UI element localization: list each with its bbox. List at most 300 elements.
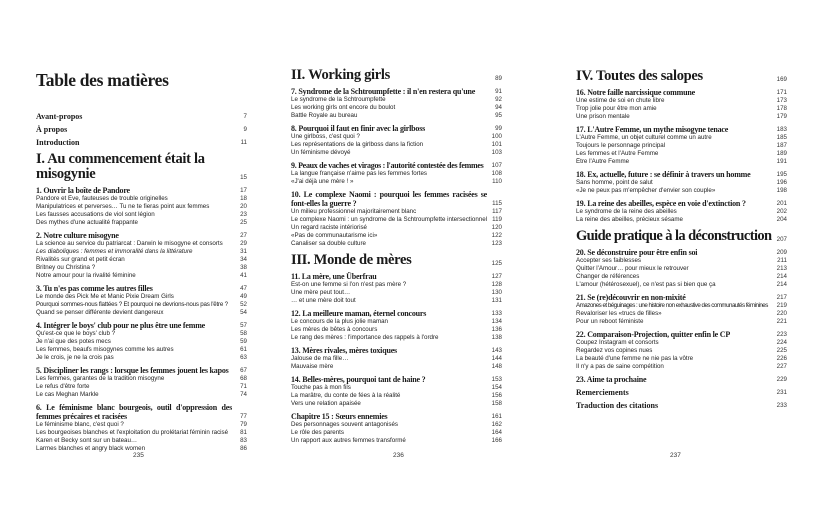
entry-page-number: 9	[243, 126, 247, 133]
toc-section-entry[interactable]	[36, 421, 247, 429]
entry-title: Le syndrome de la Schtroumpfette	[291, 96, 386, 103]
entry-title: … et une mère doit tout	[291, 297, 356, 304]
entry-page-number: 128	[491, 281, 502, 288]
entry-page-number: 227	[776, 363, 787, 370]
entry-title: 12. La meilleure maman, éternel concours	[291, 309, 427, 318]
entry-title: Larmes blanches et angry black women	[36, 445, 146, 452]
entry-title: 20. Se déconstruire pour être enfin soi	[576, 248, 698, 257]
entry-title: Les working girls ont encore du boulot	[291, 104, 396, 111]
entry-title: Le refus d'être forte	[36, 383, 90, 390]
entry-title: Changer de références	[576, 273, 640, 280]
toc-section-entry[interactable]	[291, 421, 502, 429]
entry-title: Des mythes d'une actualité frappante	[36, 219, 138, 226]
entry-title: 19. La reine des abeilles, espèce en voie d'extinction ?	[576, 199, 746, 208]
entry-page-number: 68	[240, 375, 247, 382]
entry-page-number: 195	[776, 171, 787, 178]
entry-title: Un regard raciste intériorisé	[291, 224, 367, 231]
entry-title: Chapitre 15 : Sœurs ennemies	[291, 412, 388, 421]
entry-title: Le féminisme blanc, c'est quoi ?	[36, 421, 124, 428]
toc-section-entry[interactable]	[576, 150, 787, 158]
entry-title: Guide pratique à la déconstruction	[576, 229, 772, 244]
toc-section-entry[interactable]	[36, 338, 247, 346]
entry-page-number: 49	[240, 293, 247, 300]
entry-title: 21. Se (re)découvrir en non-mixité	[576, 293, 686, 302]
entry-title: 5. Discipliner les rangs : lorsque les femmes jouent les kapos	[36, 366, 229, 375]
toc-part-heading[interactable]	[291, 68, 502, 83]
entry-title: Notre amour pour la rivalité féminine	[36, 272, 136, 279]
entry-page-number: 71	[240, 383, 247, 390]
entry-title: La science au service du patriarcat : Darwin le misogyne et consorts	[36, 240, 223, 247]
toc-chapter-heading[interactable]	[36, 284, 247, 293]
entry-page-number: 224	[776, 339, 787, 346]
entry-title: À propos	[36, 125, 68, 134]
toc-section-entry[interactable]	[576, 142, 787, 150]
entry-title: Un féminisme dévoyé	[291, 149, 351, 156]
entry-page-number: 148	[491, 363, 502, 370]
toc-section-entry[interactable]	[36, 240, 247, 248]
toc-section-entry[interactable]	[576, 187, 787, 195]
entry-page-number: 47	[240, 285, 247, 292]
page-number-middle: 236	[393, 452, 404, 459]
toc-chapter-heading[interactable]	[291, 412, 502, 421]
toc-part-heading[interactable]	[576, 69, 787, 84]
entry-title: Est-on une femme si l'on n'est pas mère ?	[291, 281, 407, 288]
entry-title: Le syndrome de la reine des abeilles	[576, 208, 677, 215]
toc-part-heading[interactable]	[291, 253, 502, 268]
entry-page-number: 214	[776, 281, 787, 288]
entry-page-number: 226	[776, 355, 787, 362]
toc-section-entry[interactable]	[36, 256, 247, 264]
toc-section-entry[interactable]	[291, 208, 502, 216]
toc-section-entry[interactable]	[291, 96, 502, 104]
entry-page-number: 185	[776, 134, 787, 141]
toc-section-entry[interactable]	[576, 208, 787, 216]
toc-section-entry[interactable]	[291, 240, 502, 248]
toc-chapter-heading[interactable]	[576, 375, 787, 384]
entry-page-number: 11	[240, 139, 247, 146]
entry-page-number: 20	[240, 203, 247, 210]
entry-title: II. Working girls	[291, 68, 390, 83]
toc-section-entry[interactable]	[36, 375, 247, 383]
entry-title: Touche pas à mon fils	[291, 384, 351, 391]
entry-page-number: 219	[776, 302, 787, 309]
entry-page-number: 171	[776, 89, 787, 96]
toc-section-entry[interactable]	[36, 264, 247, 272]
toc-section-entry[interactable]	[291, 232, 502, 240]
entry-page-number: 154	[491, 384, 502, 391]
toc-section-entry[interactable]	[576, 355, 787, 363]
toc-section-entry[interactable]	[576, 158, 787, 166]
entry-title: Une estime de soi en chute libre	[576, 97, 665, 104]
entry-page-number: 120	[491, 224, 502, 231]
entry-page-number: 191	[776, 158, 787, 165]
entry-page-number: 161	[491, 413, 502, 420]
entry-title: «Je ne peux pas m'empêcher d'envier son couple»	[576, 187, 716, 194]
entry-title: 7. Syndrome de la Schtroumpfette : il n'en restera qu'une	[291, 87, 476, 96]
entry-page-number: 95	[495, 112, 502, 119]
entry-page-number: 131	[491, 297, 502, 304]
entry-page-number: 29	[240, 240, 247, 247]
entry-title: Vers une relation apaisée	[291, 400, 361, 407]
entry-title: Des personnages souvent antagonisés	[291, 421, 398, 428]
toc-chapter-heading[interactable]	[576, 170, 787, 179]
toc-section-entry[interactable]	[576, 216, 787, 224]
entry-page-number: 25	[240, 219, 247, 226]
toc-front-entry[interactable]	[576, 401, 787, 410]
entry-page-number: 213	[776, 265, 787, 272]
entry-title: 2. Notre culture misogyne	[36, 231, 119, 240]
entry-page-number: 162	[491, 421, 502, 428]
entry-page-number: 225	[776, 347, 787, 354]
entry-page-number: 144	[491, 355, 502, 362]
toc-section-entry[interactable]	[576, 105, 787, 113]
entry-title: 13. Mères rivales, mères toxiques	[291, 346, 397, 355]
toc-section-entry[interactable]	[36, 437, 247, 445]
entry-title: Les diaboliques : femmes et immoralité dans la littérature	[36, 248, 193, 255]
toc-section-entry[interactable]	[291, 326, 502, 334]
toc-section-entry[interactable]	[36, 346, 247, 354]
toc-section-entry[interactable]	[36, 219, 247, 227]
entry-page-number: 108	[491, 170, 502, 177]
entry-title: Les femmes, beaufs misogynes comme les autres	[36, 346, 174, 353]
entry-title: 11. La mère, une Überfrau	[291, 272, 377, 281]
toc-front-entry[interactable]	[36, 112, 247, 121]
entry-title: Revaloriser les «trucs de filles»	[576, 310, 662, 317]
toc-section-entry[interactable]	[36, 301, 247, 309]
entry-page-number: 91	[495, 88, 502, 95]
entry-title: 23. Aime ta prochaine	[576, 375, 647, 384]
toc-page-right	[576, 69, 787, 410]
entry-page-number: 207	[776, 236, 787, 243]
entry-page-number: 166	[491, 437, 502, 444]
toc-section-entry[interactable]	[291, 392, 502, 400]
entry-title: Les bourgeoises blanches et l'exploitation du prolétariat féminin racisé	[36, 429, 229, 436]
toc-chapter-heading[interactable]	[291, 124, 502, 133]
toc-chapter-heading[interactable]	[291, 190, 502, 208]
entry-title: Les représentations de la girlboss dans la fiction	[291, 141, 424, 148]
toc-section-entry[interactable]	[291, 149, 502, 157]
entry-title: Le cas Meghan Markle	[36, 391, 99, 398]
entry-page-number: 107	[491, 162, 502, 169]
entry-title: Regardez vos copines nues	[576, 347, 653, 354]
entry-page-number: 99	[495, 125, 502, 132]
entry-title: Le complexe Naomi : un syndrome de la Schtroumpfette intersectionnel	[291, 216, 487, 223]
entry-title: Toujours le personnage principal	[576, 142, 666, 149]
toc-section-entry[interactable]	[36, 195, 247, 203]
entry-page-number: 211	[777, 257, 787, 264]
toc-section-entry[interactable]	[291, 384, 502, 392]
toc-section-entry[interactable]	[576, 302, 787, 310]
page-number-right: 237	[670, 452, 681, 459]
entry-page-number: 59	[240, 338, 247, 345]
entry-page-number: 169	[776, 76, 787, 83]
toc-section-entry[interactable]	[576, 347, 787, 355]
entry-title: Rivalités sur grand et petit écran	[36, 256, 125, 263]
entry-title: 17. L'Autre Femme, un mythe misogyne tenace	[576, 125, 729, 134]
entry-page-number: 7	[243, 113, 247, 120]
toc-section-entry[interactable]	[36, 272, 247, 280]
toc-section-entry[interactable]	[291, 133, 502, 141]
entry-title: 4. Intégrer le boys' club pour ne plus être une femme	[36, 321, 206, 330]
entry-title: Pourquoi sommes-nous flattées ? Et pourquoi ne devrions-nous pas l'être ?	[36, 301, 228, 308]
entry-page-number: 156	[491, 392, 502, 399]
toc-section-entry[interactable]	[291, 141, 502, 149]
entry-page-number: 117	[492, 208, 502, 215]
entry-page-number: 220	[776, 310, 787, 317]
entry-page-number: 74	[240, 391, 247, 398]
entry-page-number: 94	[495, 104, 502, 111]
entry-page-number: 136	[491, 326, 502, 333]
entry-title: Un milieu professionnel majoritairement blanc	[291, 208, 417, 215]
toc-chapter-heading[interactable]	[36, 366, 247, 375]
entry-page-number: 110	[492, 178, 502, 185]
toc-front-entry[interactable]	[36, 125, 247, 134]
entry-page-number: 204	[776, 216, 787, 223]
entry-title: Sans homme, point de salut	[576, 179, 653, 186]
entry-page-number: 123	[491, 240, 502, 247]
toc-section-entry[interactable]	[36, 429, 247, 437]
toc-chapter-heading[interactable]	[576, 88, 787, 97]
entry-page-number: 125	[491, 260, 502, 267]
toc-section-entry[interactable]	[576, 310, 787, 318]
toc-part-heading[interactable]	[36, 152, 247, 182]
entry-page-number: 183	[776, 126, 787, 133]
toc-front-entry[interactable]	[36, 138, 247, 147]
entry-page-number: 202	[776, 208, 787, 215]
toc-section-entry[interactable]	[576, 97, 787, 105]
toc-section-entry[interactable]	[291, 224, 502, 232]
entry-title: Je le crois, je ne la crois pas	[36, 354, 114, 361]
toc-section-entry[interactable]	[291, 437, 502, 445]
toc-section-entry[interactable]	[576, 179, 787, 187]
entry-page-number: 57	[240, 322, 247, 329]
toc-section-entry[interactable]	[291, 429, 502, 437]
entry-page-number: 17	[240, 187, 247, 194]
entry-page-number: 58	[240, 330, 247, 337]
entry-title: Le concours de la plus jolie maman	[291, 318, 388, 325]
entry-title: Il n'y a pas de saine compétition	[576, 363, 664, 370]
entry-page-number: 198	[776, 187, 787, 194]
toc-section-entry[interactable]	[576, 134, 787, 142]
page-number-left: 235	[133, 452, 144, 459]
entry-page-number: 143	[491, 347, 502, 354]
toc-chapter-heading[interactable]	[291, 309, 502, 318]
entry-page-number: 23	[240, 211, 247, 218]
entry-title: Le rang des mères : l'importance des rappels à l'ordre	[291, 334, 439, 341]
toc-section-entry[interactable]	[576, 281, 787, 289]
entry-page-number: 153	[491, 376, 502, 383]
entry-title: Être l'Autre Femme	[576, 158, 630, 165]
toc-section-entry[interactable]	[291, 104, 502, 112]
entry-page-number: 61	[240, 346, 247, 353]
toc-section-entry[interactable]	[291, 112, 502, 120]
toc-section-entry[interactable]	[36, 309, 247, 317]
entry-title: Karen et Becky sont sur un bateau…	[36, 437, 138, 444]
entry-title: Un rapport aux autres femmes transformé	[291, 437, 406, 444]
entry-title: 1. Ouvrir la boîte de Pandore	[36, 186, 130, 195]
toc-section-entry[interactable]	[576, 257, 787, 265]
entry-page-number: 134	[491, 318, 502, 325]
entry-page-number: 122	[491, 232, 502, 239]
toc-chapter-heading[interactable]	[36, 231, 247, 240]
entry-title: L'amour (hétérosexuel), ce n'est pas si bien que ça	[576, 281, 716, 288]
entry-title: Avant-propos	[36, 112, 83, 121]
entry-page-number: 115	[492, 200, 502, 207]
entry-title: La reine des abeilles, précieux sésame	[576, 216, 683, 223]
entry-page-number: 187	[776, 142, 787, 149]
entry-title: «Pas de communautarisme ici»	[291, 232, 378, 239]
entry-page-number: 81	[240, 429, 247, 436]
entry-page-number: 31	[240, 248, 247, 255]
toc-section-entry[interactable]	[291, 400, 502, 408]
toc-section-entry[interactable]	[576, 265, 787, 273]
entry-title: Introduction	[36, 138, 80, 147]
entry-page-number: 18	[240, 195, 247, 202]
entry-page-number: 189	[776, 150, 787, 157]
toc-section-entry[interactable]	[291, 318, 502, 326]
entry-page-number: 101	[491, 141, 502, 148]
toc-chapter-heading[interactable]	[36, 186, 247, 195]
toc-section-entry[interactable]	[36, 391, 247, 399]
entry-page-number: 92	[495, 96, 502, 103]
toc-chapter-heading[interactable]	[291, 87, 502, 96]
entry-title: Les fausses accusations de viol sont légion	[36, 211, 155, 218]
entry-title: Le rôle des parents	[291, 429, 344, 436]
entry-page-number: 173	[776, 97, 787, 104]
entry-title: Quitter l'Amour… pour mieux le retrouver	[576, 265, 689, 272]
entry-title: La beauté d'une femme ne nie pas la vôtre	[576, 355, 694, 362]
entry-page-number: 67	[240, 367, 247, 374]
toc-section-entry[interactable]	[36, 248, 247, 256]
entry-title: 8. Pourquoi il faut en finir avec la girlboss	[291, 124, 426, 133]
entry-title: Les femmes et l'Autre Femme	[576, 150, 659, 157]
entry-page-number: 229	[776, 376, 787, 383]
entry-title: Qu'est-ce que le boys' club ?	[36, 330, 116, 337]
entry-title: III. Monde de mères	[291, 253, 412, 268]
toc-chapter-heading[interactable]	[576, 330, 787, 339]
toc-section-entry[interactable]	[576, 273, 787, 281]
toc-section-entry[interactable]	[576, 113, 787, 121]
entry-page-number: 221	[776, 318, 787, 325]
entry-page-number: 100	[491, 133, 502, 140]
entry-title: I. Au commencement était la misogynie	[36, 151, 205, 182]
entry-title: Je n'ai que des potes mecs	[36, 338, 111, 345]
entry-page-number: 214	[776, 273, 787, 280]
entry-page-number: 217	[776, 294, 787, 301]
toc-section-entry[interactable]	[36, 330, 247, 338]
entry-title: Battle Royale au bureau	[291, 112, 358, 119]
toc-section-entry[interactable]	[576, 318, 787, 326]
entry-title: Accepter ses faiblesses	[576, 257, 641, 264]
entry-title: Quand se penser différente devient dangereux	[36, 309, 164, 316]
toc-title: Table des matières	[36, 70, 169, 90]
entry-page-number: 178	[776, 105, 787, 112]
entry-title: La marâtre, du conte de fées à la réalité	[291, 392, 401, 399]
entry-title: L'Autre Femme, un objet culturel comme un autre	[576, 134, 712, 141]
entry-title: Le monde des Pick Me et Manic Pixie Dream Girls	[36, 293, 174, 300]
entry-page-number: 15	[240, 174, 247, 181]
toc-section-entry[interactable]	[36, 203, 247, 211]
toc-section-entry[interactable]	[291, 281, 502, 289]
entry-page-number: 130	[491, 289, 502, 296]
toc-section-entry[interactable]	[291, 355, 502, 363]
toc-section-entry[interactable]	[291, 334, 502, 342]
entry-title: 16. Notre faille narcissique commune	[576, 88, 695, 97]
entry-title: Une mère peut tout…	[291, 289, 351, 296]
toc-part-heading[interactable]	[576, 229, 787, 244]
entry-title: Remerciements	[576, 388, 629, 397]
toc-front-entry[interactable]	[576, 388, 787, 397]
toc-section-entry[interactable]	[291, 289, 502, 297]
entry-title: Pour un reboot féministe	[576, 318, 644, 325]
entry-page-number: 103	[491, 149, 502, 156]
toc-page-left	[36, 70, 247, 453]
entry-page-number: 52	[240, 301, 247, 308]
entry-page-number: 77	[240, 413, 247, 420]
toc-section-entry[interactable]	[36, 354, 247, 362]
toc-section-entry[interactable]	[36, 383, 247, 391]
toc-chapter-heading[interactable]	[291, 346, 502, 355]
toc-section-entry[interactable]	[291, 297, 502, 305]
entry-title: Britney ou Christina ?	[36, 264, 96, 271]
entry-title: Manipulatrices et perverses… Tu ne te fieras point aux femmes	[36, 203, 210, 210]
entry-page-number: 196	[776, 179, 787, 186]
entry-page-number: 119	[492, 216, 502, 223]
toc-chapter-heading[interactable]	[36, 321, 247, 330]
entry-page-number: 127	[491, 273, 502, 280]
entry-title: 6. Le féminisme blanc bourgeois, outil d'oppression des femmes précaires et racisées	[36, 403, 232, 421]
entry-title: Les femmes, garantes de la tradition misogyne	[36, 375, 165, 382]
entry-page-number: 223	[776, 331, 787, 338]
entry-title: 9. Peaux de vaches et viragos : l'autorité contestée des femmes	[291, 161, 484, 170]
toc-chapter-heading[interactable]	[576, 199, 787, 208]
toc-section-entry[interactable]	[291, 363, 502, 371]
toc-section-entry[interactable]	[36, 211, 247, 219]
entry-title: 3. Tu n'es pas comme les autres filles	[36, 284, 153, 293]
entry-title: Pandore et Ève, fauteuses de trouble originelles	[36, 195, 168, 202]
toc-chapter-heading[interactable]	[576, 248, 787, 257]
entry-title: «J'ai déjà une mère ! »	[291, 178, 354, 185]
toc-chapter-heading[interactable]	[576, 125, 787, 134]
entry-title: La langue française n'aime pas les femmes fortes	[291, 170, 428, 177]
entry-page-number: 89	[495, 75, 502, 82]
entry-page-number: 201	[776, 200, 787, 207]
toc-chapter-heading[interactable]	[576, 293, 787, 302]
entry-title: Amazones et béguinages : une histoire non exhaustive des communautés féminines	[576, 302, 768, 309]
toc-chapter-heading[interactable]	[291, 375, 502, 384]
entry-page-number: 164	[491, 429, 502, 436]
toc-section-entry[interactable]	[576, 363, 787, 371]
entry-title: Mauvaise mère	[291, 363, 334, 370]
entry-title: IV. Toutes des salopes	[576, 69, 703, 84]
toc-section-entry[interactable]	[291, 178, 502, 186]
entry-page-number: 63	[240, 354, 247, 361]
entry-page-number: 158	[491, 400, 502, 407]
entry-page-number: 27	[240, 232, 247, 239]
toc-section-entry[interactable]	[576, 339, 787, 347]
entry-title: Traduction des citations	[576, 401, 659, 410]
entry-page-number: 79	[240, 421, 247, 428]
toc-section-entry[interactable]	[291, 170, 502, 178]
toc-chapter-heading[interactable]	[291, 272, 502, 281]
toc-section-entry[interactable]	[291, 216, 502, 224]
entry-title: 10. Le complexe Naomi : pourquoi les femmes racisées se font-elles la guerre ?	[291, 190, 487, 208]
entry-title: Une girlboss, c'est quoi ?	[291, 133, 360, 140]
toc-chapter-heading[interactable]	[291, 161, 502, 170]
toc-chapter-heading[interactable]	[36, 403, 247, 421]
toc-section-entry[interactable]	[36, 293, 247, 301]
entry-title: Les mères de bêtes à concours	[291, 326, 378, 333]
